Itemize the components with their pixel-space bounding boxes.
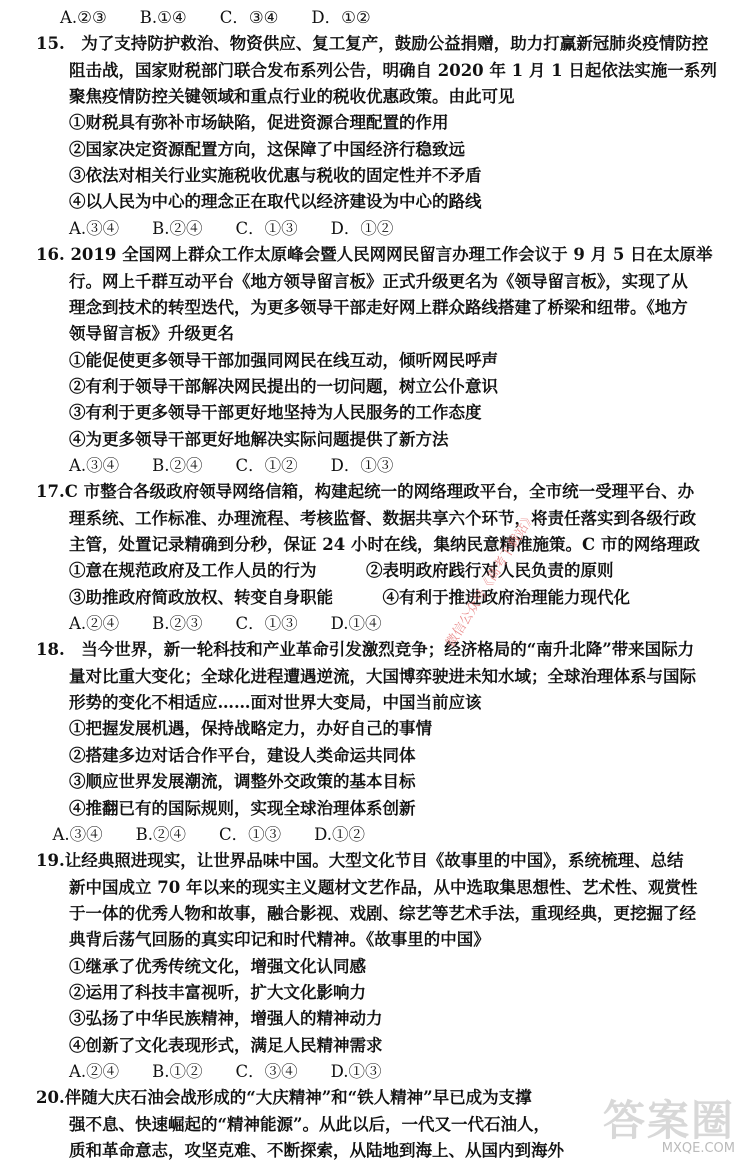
stamp-logo-text: 答案圈 — [602, 1096, 735, 1145]
text-line: ②运用了科技丰富视听，扩大文化影响力 — [36, 982, 366, 1002]
text-line: A.②④ B.①② C．③④ D.①③ — [36, 1062, 382, 1081]
text-line: 量对比重大变化；全球化进程遭遇逆流，大国博弈驶进未知水域；全球治理体系与国际 — [36, 666, 696, 686]
text-line: 19.让经典照进现实，让世界品味中国。大型文化节目《故事里的中国》，系统梳理、总结 — [36, 851, 684, 871]
text-line: ①意在规范政府及工作人员的行为 ②表明政府践行对人民负责的原则 — [36, 561, 614, 581]
text-line: ②搭建多边对话合作平台，建设人类命运共同体 — [36, 745, 416, 765]
text-line: ③助推政府简政放权、转变自身职能 ④有利于推进政府治理能力现代化 — [36, 587, 630, 607]
text-line: A.③④ B.②④ C．①③ D．①② — [36, 218, 394, 238]
text-line: A.③④ B.②④ C．①③ D.①② — [36, 824, 366, 844]
text-line: 质和革命意志，攻坚克难、不断探索，从陆地到海上、从国内到海外 — [36, 1141, 564, 1161]
text-line: ④为更多领导干部更好地解决实际问题提供了新方法 — [36, 429, 449, 449]
text-line: ③弘扬了中华民族精神，增强人的精神动力 — [36, 1009, 383, 1029]
text-line: ①继承了优秀传统文化，增强文化认同感 — [36, 956, 366, 976]
text-line: 行。网上千群互动平台《地方领导留言板》正式升级更名为《领导留言板》，实现了从 — [36, 271, 688, 291]
text-line: ③顺应世界发展潮流，调整外交政策的基本目标 — [36, 772, 416, 792]
text-line: ④创新了文化表现形式，满足人民精神需求 — [36, 1035, 383, 1055]
text-line: 聚焦疫情防控关键领域和重点行业的税收优惠政策。由此可见 — [36, 87, 515, 107]
text-line: 17.C 市整合各级政府领导网络信箱，构建起统一的网络理政平台，全市统一受理平台、办 — [36, 482, 695, 502]
text-line: A.③④ B.②④ C．①② D．①③ — [36, 455, 394, 475]
text-line: 20.伴随大庆石油会战形成的“大庆精神”和“铁人精神”早已成为支撑 — [36, 1088, 532, 1108]
text-line: 18. 当今世界，新一轮科技和产业革命引发激烈竞争；经济格局的“南升北降”带来国际力 — [36, 640, 695, 660]
text-line: 16. 2019 全国网上群众工作太原峰会暨人民网网民留言办理工作会议于 9 月 5 日在太原举 — [36, 245, 713, 265]
text-line: 领导留言板》升级更名 — [36, 324, 234, 344]
site-logo-stamp — [585, 1098, 735, 1156]
text-line: ④以人民为中心的理念正在取代以经济建设为中心的路线 — [36, 192, 482, 212]
text-line: ③有利于更多领导干部更好地坚持为人民服务的工作态度 — [36, 403, 482, 423]
text-line: A.②③ B.①④ C．③④ D．①② — [60, 8, 371, 27]
text-line: ③依法对相关行业实施税收优惠与税收的固定性并不矛盾 — [36, 166, 482, 186]
watermark-text: 微信公众号《高考下载站》 — [443, 509, 539, 651]
text-line: 主管，处置记录精确到分秒，保证 24 小时在线，集纳民意精准施策。C 市的网络理政 — [36, 535, 700, 554]
text-line: ①把握发展机遇，保持战略定力，办好自己的事情 — [36, 719, 432, 739]
text-line: 强不息、快速崛起的“精神能源”。从此以后，一代又一代石油人， — [36, 1114, 550, 1134]
stamp-domain: MXQE.COM — [661, 1141, 735, 1156]
text-line: ④推翻已有的国际规则，实现全球治理体系创新 — [36, 798, 416, 818]
text-line: 典背后荡气回肠的真实印记和时代精神。《故事里的中国》 — [36, 930, 490, 950]
text-line: 理系统、工作标准、办理流程、考核监督、数据共享六个环节，将责任落实到各级行政 — [36, 508, 696, 528]
text-line: ①能促使更多领导干部加强同网民在线互动，倾听网民呼声 — [36, 350, 498, 370]
text-line: 形势的变化不相适应……面对世界大变局，中国当前应该 — [36, 693, 482, 713]
text-line: ②有利于领导干部解决网民提出的一切问题，树立公仆意识 — [36, 376, 498, 396]
text-line: 15. 为了支持防护救治、物资供应、复工复产，鼓励公益捐赠，助力打赢新冠肺炎疫情防控 — [36, 34, 709, 54]
text-line: 新中国成立 70 年以来的现实主义题材文艺作品，从中选取集思想性、艺术性、观赏性 — [36, 877, 698, 897]
text-line: 理念到技术的转型迭代，为更多领导干部走好网上群众路线搭建了桥梁和纽带。《地方 — [36, 297, 688, 317]
text-line: A.②④ B.②③ C．①③ D.①④ — [36, 614, 382, 634]
text-line: ①财税具有弥补市场缺陷，促进资源合理配置的作用 — [36, 113, 449, 133]
text-line: 于一体的优秀人物和故事，融合影视、戏剧、综艺等艺术手法，重现经典，更挖掘了经 — [36, 903, 696, 923]
text-line: 阻击战，国家财税部门联合发布系列公告，明确自 2020 年 1 月 1 日起依法实施一系列 — [36, 60, 717, 80]
text-line: ②国家决定资源配置方向，这保障了中国经济行稳致远 — [36, 139, 465, 159]
